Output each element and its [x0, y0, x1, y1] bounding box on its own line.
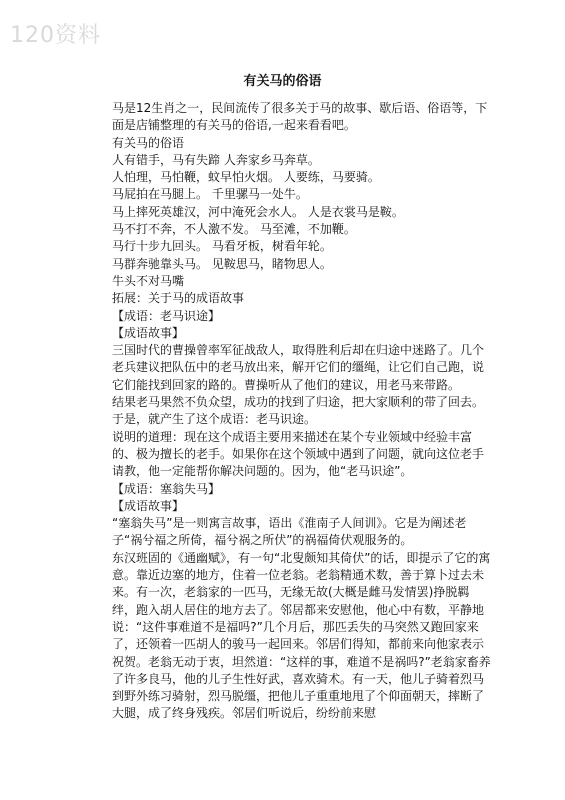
document-body	[88, 100, 492, 723]
watermark: 120资料	[10, 23, 101, 48]
document-title: 有关马的俗语	[243, 74, 322, 89]
story-paragraph: 结果老马果然不负众望，成功的找到了归途，把大家顺利的带了回去。于是，就产生了这个成语：老马识途。	[112, 395, 485, 427]
proverb-line: 人有错手，马有失蹄 人奔家乡马奔草。	[112, 152, 320, 167]
proverb-line: 牛头不对马嘴	[112, 273, 185, 288]
story-heading: 【成语故事】	[112, 325, 185, 340]
proverb-line: 人怕理，马怕鞭，蚊早怕火烟。 人要练，马要骑。	[112, 170, 380, 185]
proverb-line: 马上摔死英雄汉，河中淹死会水人。 人是衣裳马是鞍。	[112, 204, 404, 219]
story-paragraph: 三国时代的曹操曾率军征战敌人，取得胜利后却在归途中迷路了。几个老兵建议把队伍中的老马放出来，解开它们的缰绳，让它们自己跑，说它们能找到回家的路的。曹操听从了他们的建议，用老马来带路。	[112, 343, 485, 392]
proverb-line: 马行十步九回头。 马看牙板，树看年轮。	[112, 239, 332, 254]
intro-paragraph: 马是12生肖之一，民间流传了很多关于马的故事、歇后语、俗语等，下面是店铺整理的有关马的俗语,一起来看看吧。	[112, 101, 488, 133]
explanation-paragraph: 说明的道理：现在这个成语主要用来描述在某个专业领域中经验丰富的、极为擅长的老手。如果你在这个领域中遇到了问题，就向这位老手请教，他一定能帮你解决问题的。因为，他“老马识途”。	[112, 429, 485, 479]
section-heading: 有关马的俗语	[112, 135, 185, 150]
story-heading: 【成语故事】	[112, 498, 185, 513]
extension-heading: 拓展：关于马的成语故事	[112, 291, 245, 306]
story-paragraph: “塞翁失马”是一则寓言故事，语出《淮南子人间训》。它是为阐述老子“祸兮福之所倚，福兮祸之所伏”的祸福倚伏观服务的。	[112, 516, 467, 548]
proverb-line: 马群奔驰靠头马。 见鞍思马，睹物思人。	[112, 256, 332, 271]
idiom-heading: 【成语：老马识途】	[112, 308, 221, 323]
proverb-line: 马屁拍在马腿上。 千里骡马一处牛。	[112, 187, 308, 202]
proverb-line: 马不打不奔，不人激不发。 马至滩，不加鞭。	[112, 222, 356, 237]
idiom-heading: 【成语：塞翁失马】	[112, 481, 221, 496]
story-paragraph: 东汉班固的《通幽赋》，有一句“北叟颇知其倚伏”的话，即提示了它的寓意。靠近边塞的地方，住着一位老翁。老翁精通术数，善于算卜过去未来。有一次，老翁家的一匹马，无缘无故(大概是雌马发情罢)挣脱羁绊，跑入胡人居住的地方去了。邻居都来安慰他，他心中有数，平静地说：“这件事难道不是福吗?”几个月后，那匹丢失的马突然又跑回家来了，还领着一匹胡人的骏马一起回来。邻居们得知，都前来向他家表示祝贺。老翁无动于衷，坦然道：“这样的事，难道不是祸吗?”老翁家畜养了许多良马，他的儿子生性好武，喜欢骑术。有一天，他儿子骑着烈马到野外练习骑射，烈马脱缰，把他儿子重重地甩了个仰面朝天，摔断了大腿，成了终身残疾。邻居们听说后，纷纷前来慰	[112, 550, 491, 721]
